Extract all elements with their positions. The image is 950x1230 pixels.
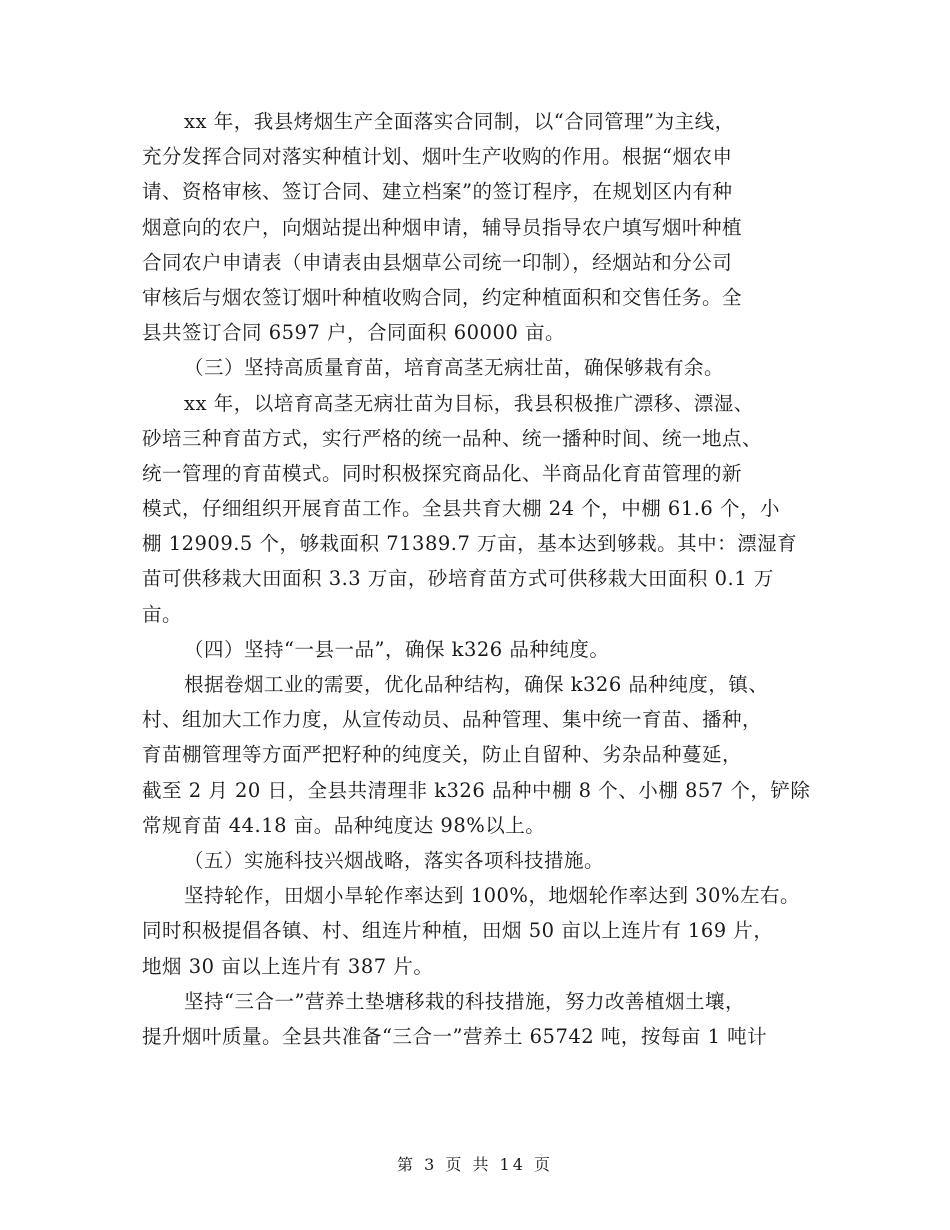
section-heading: （五）实施科技兴烟战略，落实各项科技措施。 (184, 848, 605, 872)
text-line: 充分发挥合同对落实种植计划、烟叶生产收购的作用。根据“烟农申 (142, 145, 733, 169)
text-line: 提升烟叶质量。全县共准备“三合一”营养土 65742 吨，按每亩 1 吨计 (142, 1024, 768, 1048)
text-line: 坚持“三合一”营养土垫塘移栽的科技措施，努力改善植烟土壤， (184, 989, 745, 1013)
text-line: 统一管理的育苗模式。同时积极探究商品化、半商品化育苗管理的新 (142, 461, 743, 485)
text-line: 坚持轮作，田烟小旱轮作率达到 100%，地烟轮作率达到 30%左右。 (184, 884, 800, 908)
text-line: 请、资格审核、签订合同、建立档案”的签订程序，在规划区内有种 (142, 180, 733, 204)
page-footer: 第 3 页 共 14 页 (397, 1155, 553, 1174)
text-line: 亩。 (142, 602, 183, 626)
text-line: xx 年，我县烤烟生产全面落实合同制，以“合同管理”为主线， (184, 110, 735, 133)
text-line: xx 年，以培育高茎无病壮苗为目标，我县积极推广漂移、漂湿、 (184, 391, 754, 415)
text-line: 育苗棚管理等方面严把籽种的纯度关，防止自留种、劣杂品种蔓延， (142, 743, 743, 767)
text-line: 根据卷烟工业的需要，优化品种结构，确保 k326 品种纯度，镇、 (184, 673, 769, 696)
text-line: 村、组加大工作力度，从宣传动员、品种管理、集中统一育苗、播种， (142, 708, 763, 732)
text-line: 常规育苗 44.18 亩。品种纯度达 98%以上。 (142, 813, 546, 837)
text-line: 县共签订合同 6597 户，合同面积 60000 亩。 (142, 321, 565, 345)
section-heading: （四）坚持“一县一品”，确保 k326 品种纯度。 (184, 637, 610, 661)
section-heading: （三）坚持高质量育苗，培育高茎无病壮苗，确保够栽有余。 (184, 356, 725, 380)
text-line: 苗可供移栽大田面积 3.3 万亩，砂培育苗方式可供移栽大田面积 0.1 万 (142, 567, 774, 591)
text-line: 截至 2 月 20 日，全县共清理非 k326 品种中棚 8 个、小棚 857 个，铲除 (142, 778, 811, 802)
body-text (142, 104, 812, 1054)
text-line: 烟意向的农户，向烟站提出种烟申请，辅导员指导农户填写烟叶种植 (142, 215, 743, 239)
text-line: 合同农户申请表（申请表由县烟草公司统一印制），经烟站和分公司 (142, 250, 733, 274)
text-line: 棚 12909.5 个，够栽面积 71389.7 万亩，基本达到够栽。其中：漂湿育 (142, 532, 798, 556)
text-line: 砂培三种育苗方式，实行严格的统一品种、统一播种时间、统一地点、 (142, 426, 763, 450)
text-line: 审核后与烟农签订烟叶种植收购合同，约定种植面积和交售任务。全 (142, 285, 743, 309)
text-line: 地烟 30 亩以上连片有 387 片。 (142, 954, 434, 978)
text-line: 同时积极提倡各镇、村、组连片种植，田烟 50 亩以上连片有 169 片， (142, 919, 774, 943)
text-line: 模式，仔细组织开展育苗工作。全县共育大棚 24 个，中棚 61.6 个，小 (142, 497, 781, 521)
